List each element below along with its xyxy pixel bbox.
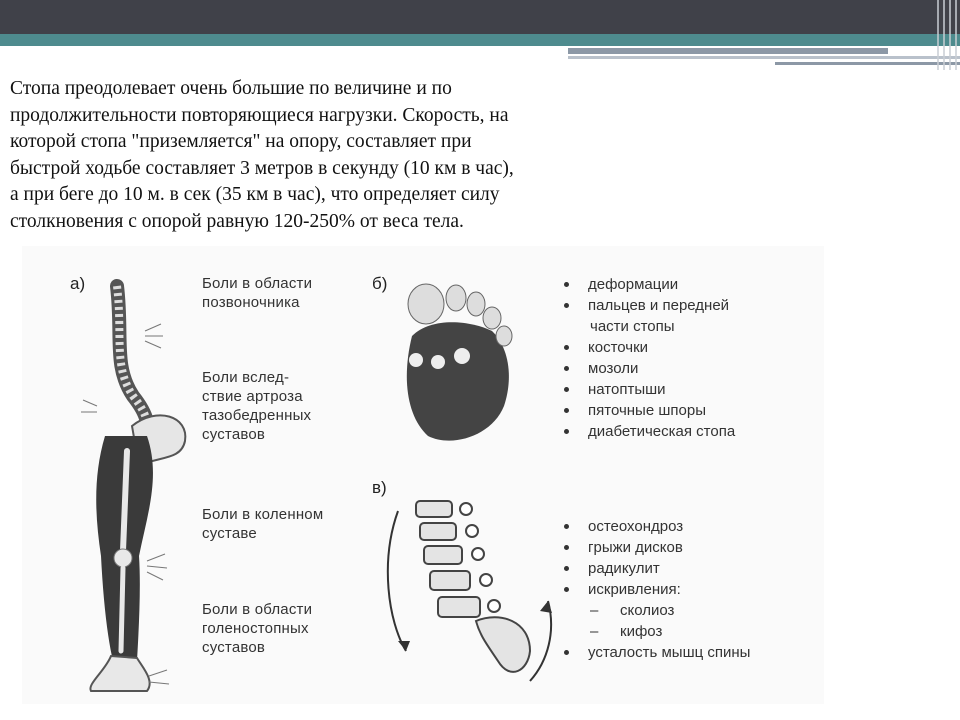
list-item: пяточные шпоры [562, 400, 735, 421]
list-item: части стопы [590, 318, 675, 335]
list-subitem: – сколиоз [590, 602, 675, 619]
panel-a-label: а) [70, 274, 86, 293]
header-decor-strip [568, 56, 960, 59]
list-item: пальцев и передней [562, 295, 735, 316]
panel-b-label: б) [372, 274, 388, 293]
leg-spine-illustration [77, 276, 207, 696]
corner-decor-lines [930, 0, 960, 70]
list-item: остеохондроз [562, 516, 750, 537]
list-item: мозоли [562, 358, 735, 379]
header-dark-band [0, 0, 960, 34]
header-teal-band [0, 34, 960, 46]
paragraph-line: которой стопа "приземляется" на опору, составляет при [10, 131, 472, 152]
list-item: косточки [562, 337, 735, 358]
label-ankle-pain: Боли в области голеностопных суставов [202, 601, 313, 656]
header-decor-strip [568, 48, 888, 54]
intro-paragraph [10, 76, 650, 235]
paragraph-line: продолжительности повторяющиеся нагрузки. Скорость, на [10, 104, 509, 126]
list-item: усталость мышц спины [562, 642, 750, 663]
list-subitem: – кифоз [590, 623, 663, 640]
paragraph-line: быстрой ходьбе составляет 3 метров в секунду (10 км в час), [10, 157, 514, 179]
list-item: грыжи дисков [562, 537, 750, 558]
list-item: искривления: [562, 579, 750, 600]
paragraph-line: а при беге до 10 м. в сек (35 км в час), что определяет силу [10, 184, 500, 205]
list-item: радикулит [562, 558, 750, 579]
illustration-figure [22, 246, 824, 704]
list-item: деформации [562, 274, 735, 295]
foot-sole-illustration [392, 276, 522, 446]
paragraph-line: столкновения с опорой равную 120-250% от веса тела. [10, 210, 464, 232]
panel-c-label: в) [372, 478, 387, 497]
vertebrae-illustration [380, 491, 560, 691]
label-hip-pain: Боли вслед- ствие артроза тазобедренных суставов [202, 369, 312, 443]
list-item: диабетическая стопа [562, 421, 735, 442]
label-knee-pain: Боли в коленном суставе [202, 506, 324, 542]
label-spine-pain: Боли в области позвоночника [202, 275, 313, 311]
spine-problems-list [562, 516, 750, 663]
paragraph-line: Стопа преодолевает очень большие по величине и по [10, 78, 452, 99]
list-item: натоптыши [562, 379, 735, 400]
foot-problems-list [562, 274, 735, 442]
